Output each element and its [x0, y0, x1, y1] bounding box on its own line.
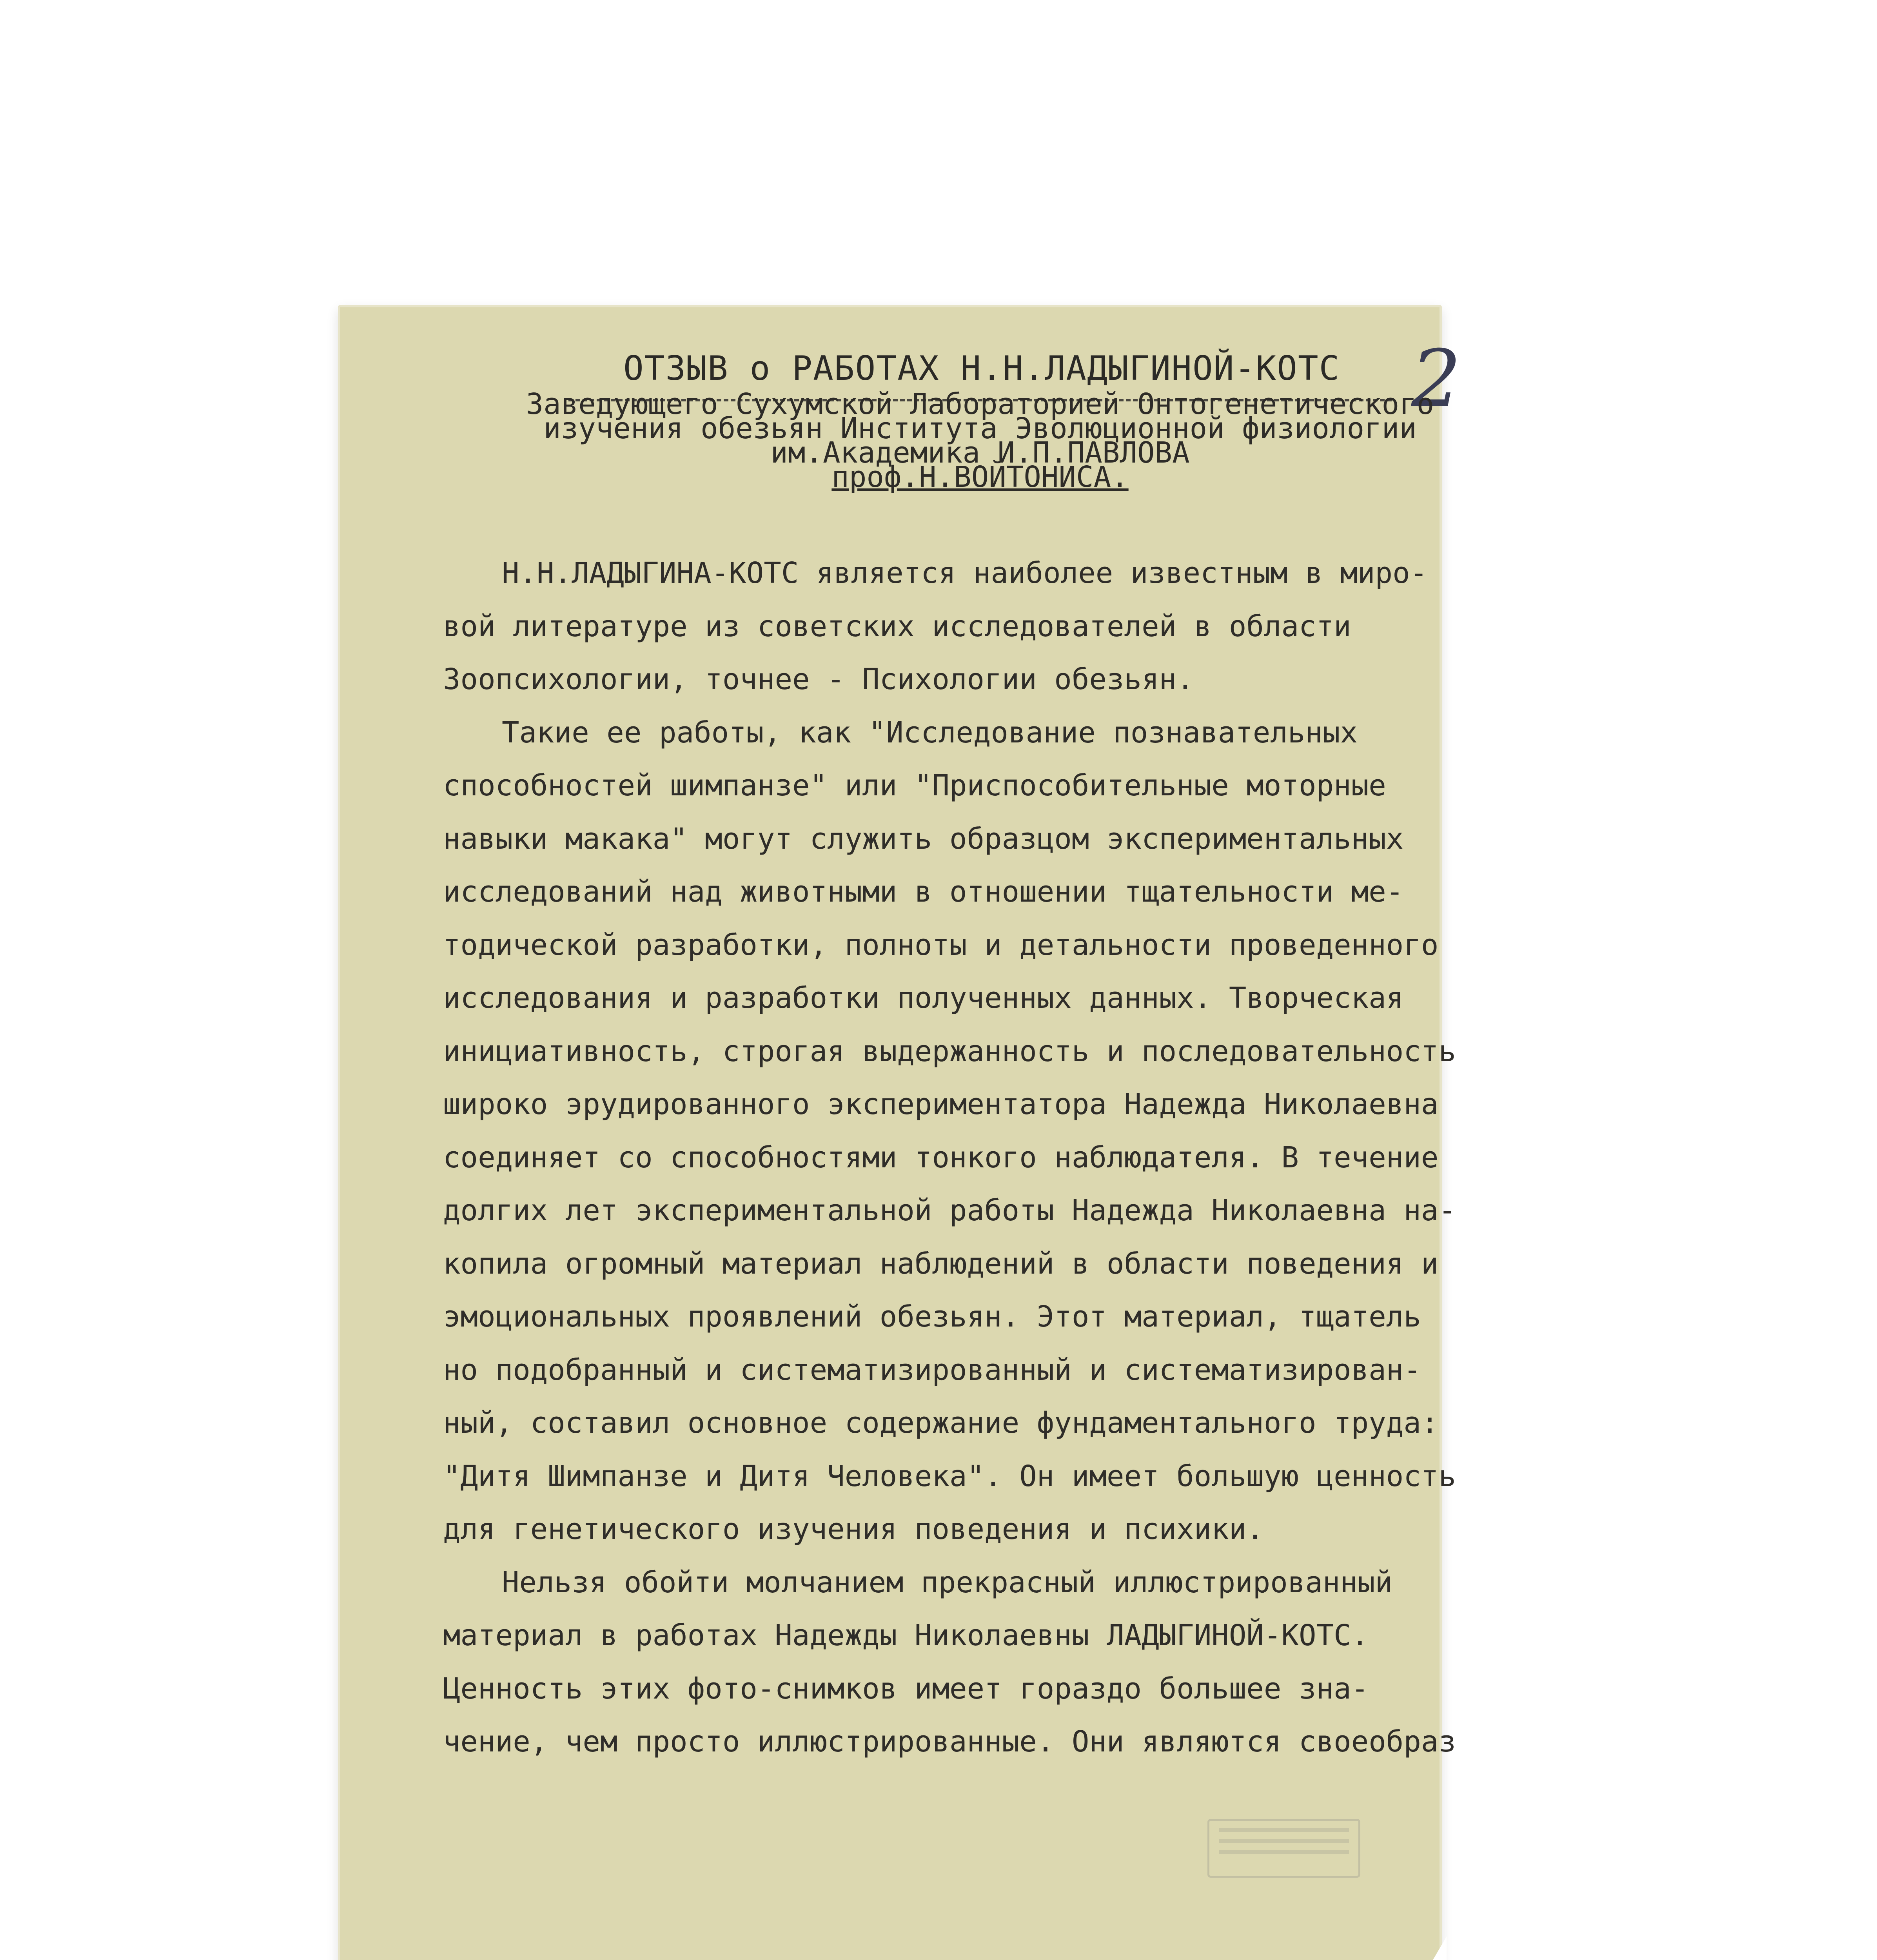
body-line: исследования и разработки полученных данных. Творческая — [443, 981, 1404, 1015]
body-line: вой литературе из советских исследователей в области — [443, 609, 1351, 643]
body-line: материал в работах Надежды Николаевны ЛАДЫГИНОЙ-КОТС. — [443, 1619, 1369, 1652]
subtitle-line-3: им.Академика И.П.ПАВЛОВА — [770, 436, 1190, 470]
body-line: эмоциональных проявлений обезьян. Этот материал, тщатель — [443, 1300, 1421, 1334]
body-line: тодической разработки, полноты и детальности проведенного — [443, 928, 1439, 962]
body-line: для генетического изучения поведения и психики. — [443, 1512, 1264, 1546]
document-subtitle — [510, 387, 1450, 494]
body-line: навыки макака" могут служить образцом экспериментальных — [443, 822, 1404, 856]
body-line: Ценность этих фото-снимков имеет гораздо большее зна- — [443, 1671, 1369, 1706]
subtitle-line-2: изучения обезьян Института Эволюционной физиологии — [543, 412, 1417, 445]
body-line: Н.Н.ЛАДЫГИНА-КОТС является наиболее известным в миро- — [502, 556, 1428, 590]
body-line: но подобранный и систематизированный и систематизирован- — [443, 1353, 1421, 1387]
document-title: ОТЗЫВ о РАБОТАХ Н.Н.ЛАДЫГИНОЙ-КОТС — [623, 349, 1340, 388]
document-body — [443, 547, 1456, 1769]
body-line: инициативность, строгая выдержанность и последовательность — [443, 1034, 1456, 1068]
subtitle-line-4: проф.Н.ВОЙТОНИСА. — [831, 460, 1129, 494]
body-line: способностей шимпанзе" или "Приспособительные моторные — [443, 769, 1386, 802]
body-line: широко эрудированного экспериментатора Надежда Николаевна — [443, 1087, 1439, 1121]
subtitle-line-1: Заведующего Сухумской Лабораторией Онтогенетического — [526, 387, 1434, 421]
body-line: копила огромный материал наблюдений в области поведения и — [443, 1247, 1439, 1281]
body-line: исследований над животными в отношении тщательности ме- — [443, 875, 1404, 909]
body-line: Такие ее работы, как "Исследование познавательных — [502, 715, 1358, 750]
torn-corner — [1419, 1936, 1447, 1960]
body-line: Зоопсихологии, точнее - Психологии обезьян. — [443, 662, 1194, 696]
body-line: чение, чем просто иллюстрированные. Они являются своеобраз — [443, 1725, 1456, 1759]
body-line: ный, составил основное содержание фундаментального труда: — [443, 1406, 1439, 1440]
body-line: соединяет со способностями тонкого наблюдателя. В течение — [443, 1140, 1439, 1174]
page-number: 2 — [1411, 333, 1461, 425]
faded-archive-stamp — [1207, 1819, 1360, 1878]
body-line: долгих лет экспериментальной работы Надежда Николаевна на- — [443, 1194, 1456, 1227]
body-line: "Дитя Шимпанзе и Дитя Человека". Он имеет большую ценность — [443, 1459, 1456, 1493]
body-line: Нельзя обойти молчанием прекрасный иллюстрированный — [502, 1565, 1393, 1599]
